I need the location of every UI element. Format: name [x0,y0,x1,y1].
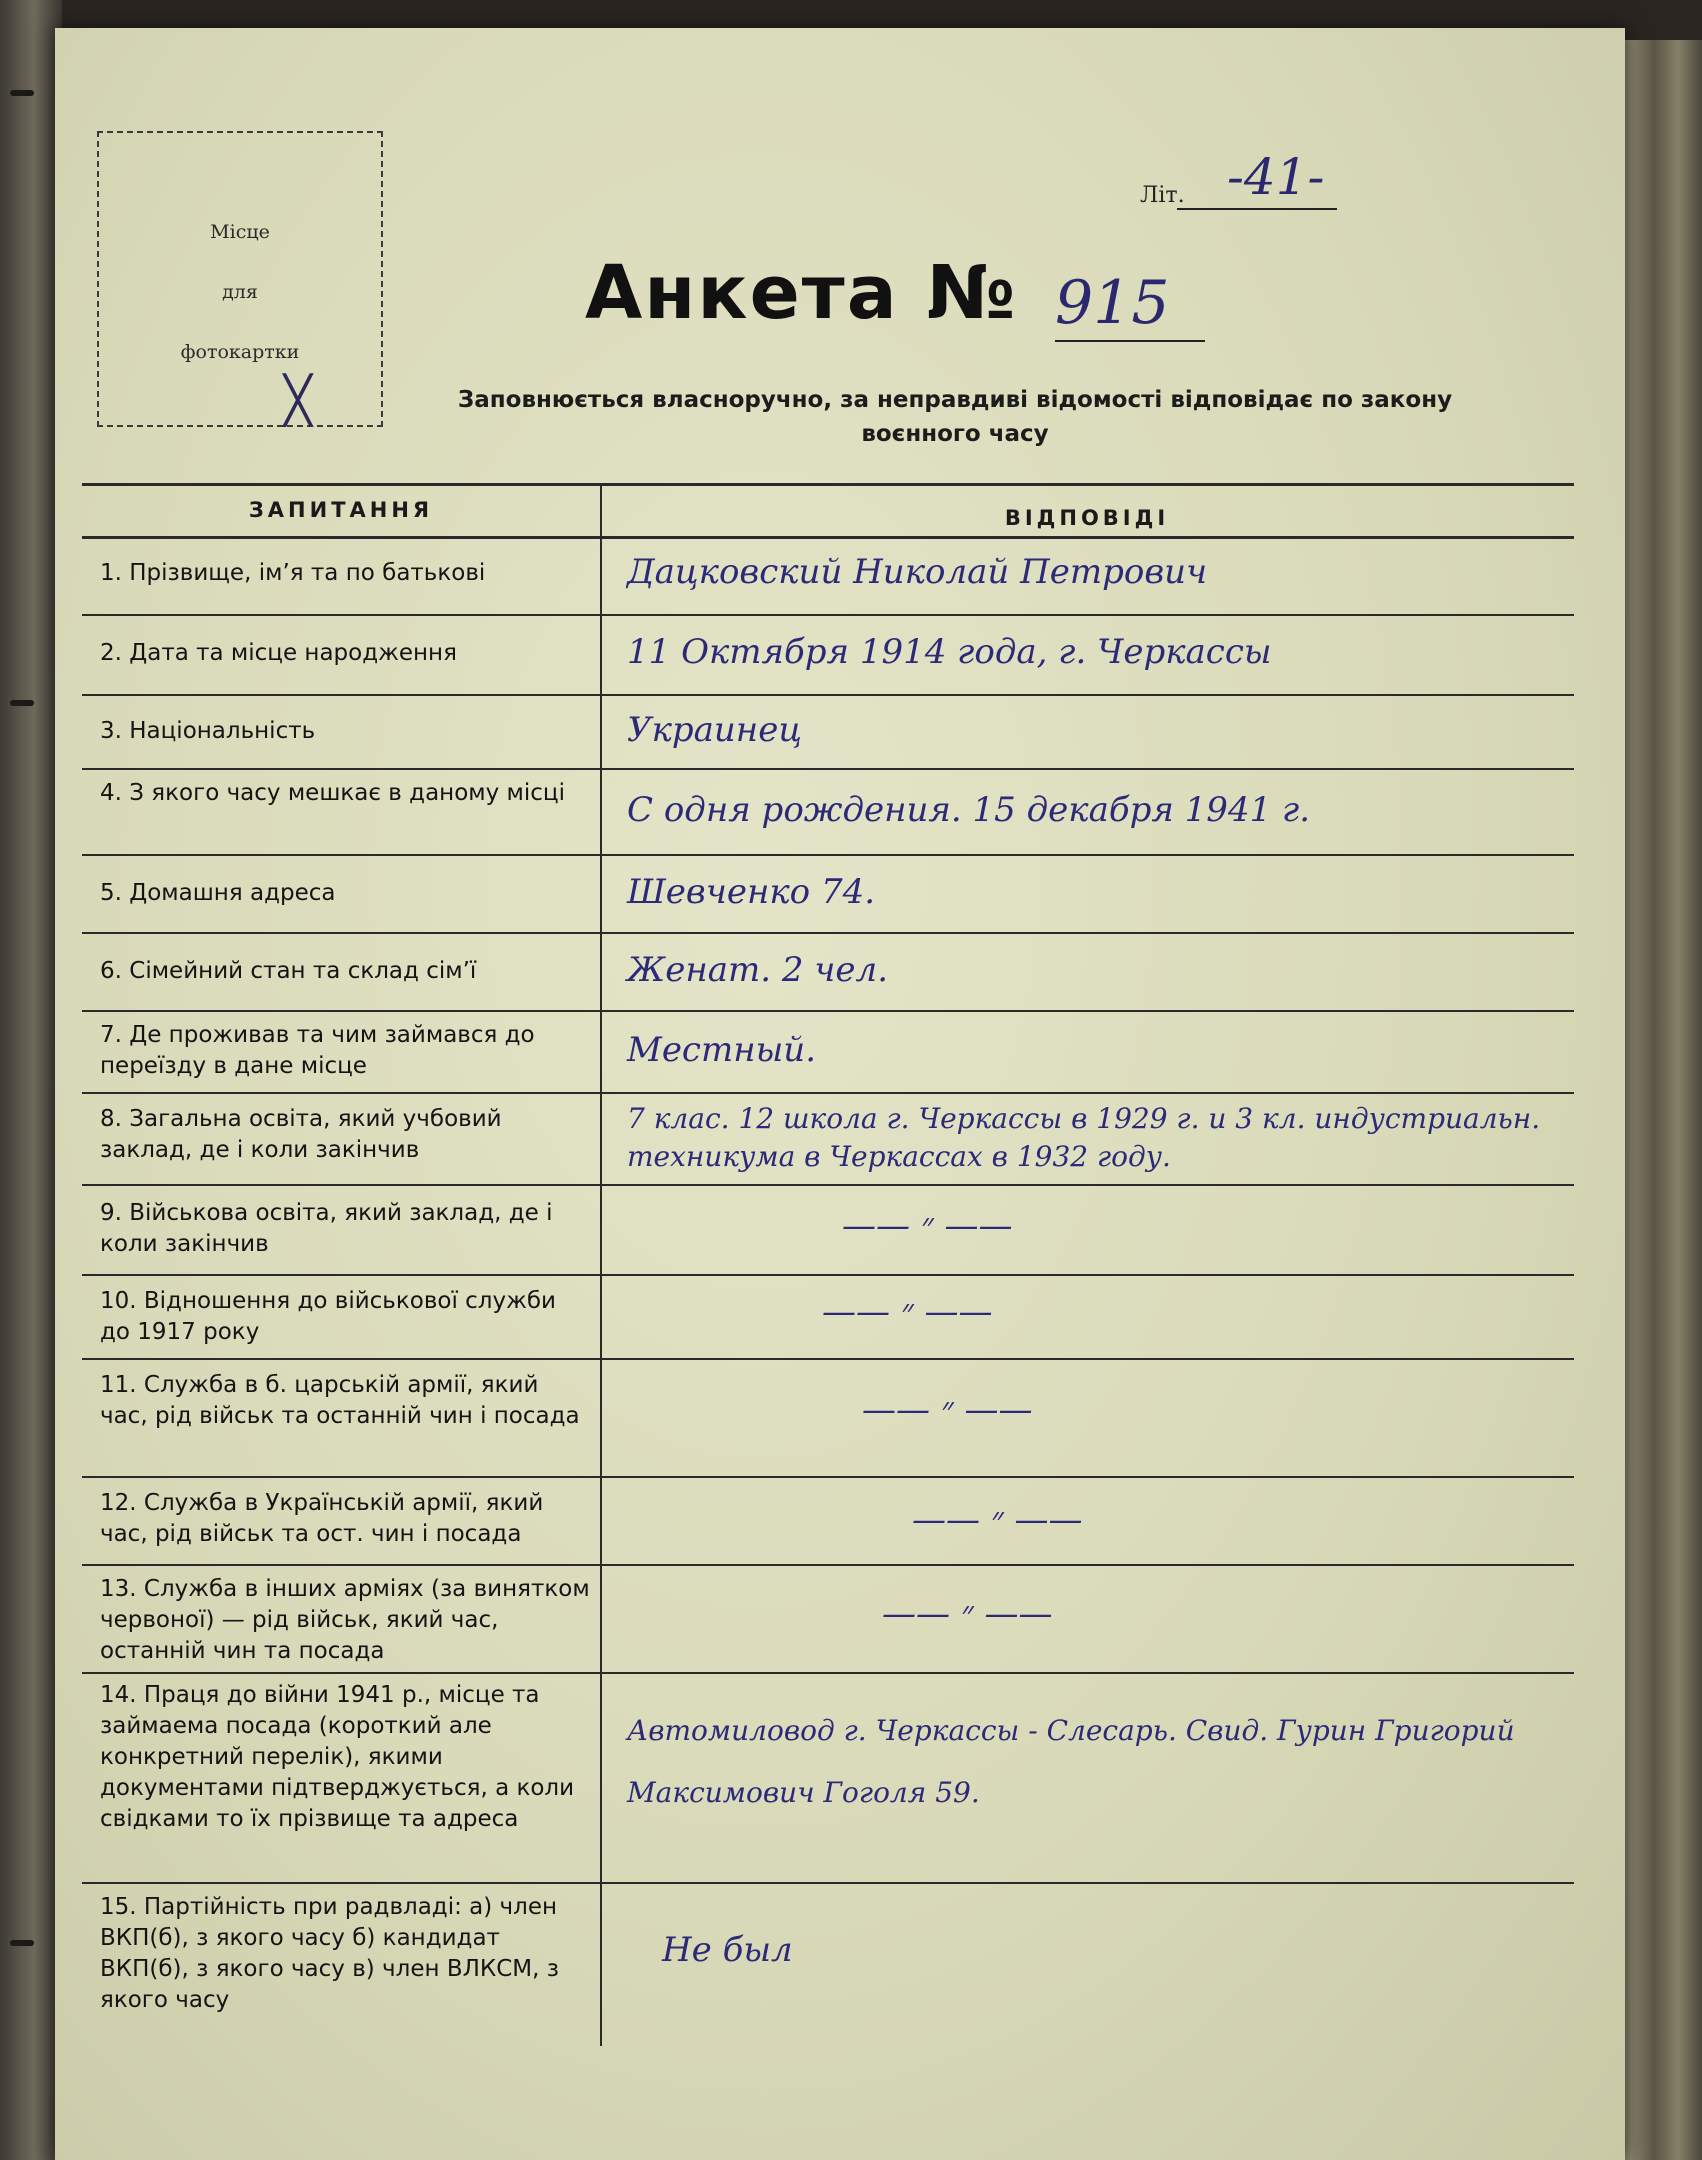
answers-column-header: ВІДПОВІДІ [1004,506,1170,530]
question-text: 6. Сімейний стан та склад сім’ї [100,958,477,984]
question-text: 8. Загальна освіта, який учбовий заклад, де і коли закінчив [100,1106,502,1163]
table-row [82,854,1574,934]
table-row [82,536,1574,616]
table-row [82,1092,1574,1186]
answer-text: С одня рождения. 15 декабря 1941 г. [627,790,1311,830]
question-text: 3. Національність [100,718,316,744]
table-row [82,932,1574,1012]
table-row [82,1476,1574,1566]
table-row [82,1274,1574,1360]
table-row [82,1010,1574,1094]
questionnaire-page [55,28,1625,2160]
question-text: 7. Де проживав та чим займався до переїзду в дане місце [100,1022,535,1079]
answer-text: Женат. 2 чел. [627,950,889,990]
answer-text: Шевченко 74. [627,872,876,912]
answer-text: 11 Октября 1914 года, г. Черкассы [627,632,1272,672]
answer-text: —— ״ —— [862,1390,1033,1430]
question-text: 1. Прізвище, ім’я та по батькові [100,560,486,586]
table-row [82,1564,1574,1674]
question-text: 2. Дата та місце народження [100,640,457,666]
sheet-label: Літ. [1140,183,1185,208]
page-subtitle: Заповнюється власноручно, за неправдиві відомості відповідає по закону воєнного часу [457,387,1453,447]
notebook-binding [0,0,62,2160]
page-title: Анкета № [585,250,1018,336]
table-row [82,1358,1574,1478]
question-text: 14. Праця до війни 1941 р., місце та займаема посада (короткий але конкретний перелік), якими документами підтверджується, а коли свідками то їх прізвище та адреса [100,1682,575,1832]
table-row [82,694,1574,770]
answer-text: —— ״ —— [882,1594,1053,1634]
answer-text: —— ״ —— [912,1500,1083,1540]
photo-box-line-2: для [222,281,258,303]
answer-text: Не был [662,1930,793,1970]
question-text: 5. Домашня адреса [100,880,336,906]
questions-column-header: ЗАПИТАННЯ [248,498,434,522]
question-text: 12. Служба в Українській армії, який час, рід військ та ост. чин і посада [100,1490,544,1547]
sheet-number-underline [1177,208,1337,210]
answer-text: 7 клас. 12 школа г. Черкассы в 1929 г. и 3 кл. индустриальн. техникума в Черкассах в 1932 году. [627,1102,1541,1173]
title-number-underline [1055,340,1205,342]
question-text: 10. Відношення до військової служби до 1917 року [100,1288,556,1345]
question-text: 13. Служба в інших арміях (за винятком червоної) — рід військ, який час, останній чин та посада [100,1576,590,1664]
table-row [82,1882,1574,2046]
table-row [82,614,1574,696]
answer-text: Украинец [627,710,803,750]
answer-text: Местный. [627,1030,817,1070]
question-text: 4. З якого часу мешкає в даному місці [100,780,565,806]
answer-text: —— ״ —— [822,1292,993,1332]
table-header [82,486,1574,539]
question-text: 15. Партійність при радвладі: а) член ВКП(б), з якого часу б) кандидат ВКП(б), з якого часу в) член ВЛКСМ, з якого часу [100,1894,560,2013]
photo-box-line-1: Місце [210,221,270,243]
answer-text: —— ״ —— [842,1206,1013,1246]
question-text: 9. Військова освіта, який заклад, де і коли закінчив [100,1200,553,1257]
answer-text: Автомиловод г. Черкассы - Слесарь. Свид. Гурин Григорий Максимович Гоголя 59. [627,1714,1515,1809]
table-row [82,1184,1574,1276]
table-row [82,768,1574,856]
answer-text: Дацковский Николай Петрович [627,552,1208,592]
table-row [82,1672,1574,1884]
questionnaire-table [82,483,1574,2046]
cross-mark: ╳ [284,373,312,427]
question-text: 11. Служба в б. царській армії, який час, рід військ та останній чин і посада [100,1372,580,1429]
sheet-number: -41- [1227,148,1325,206]
column-divider [600,486,602,2046]
photo-box-line-3: фотокартки [180,341,300,363]
photo-placeholder-box [97,131,383,427]
questionnaire-number: 915 [1055,268,1170,338]
